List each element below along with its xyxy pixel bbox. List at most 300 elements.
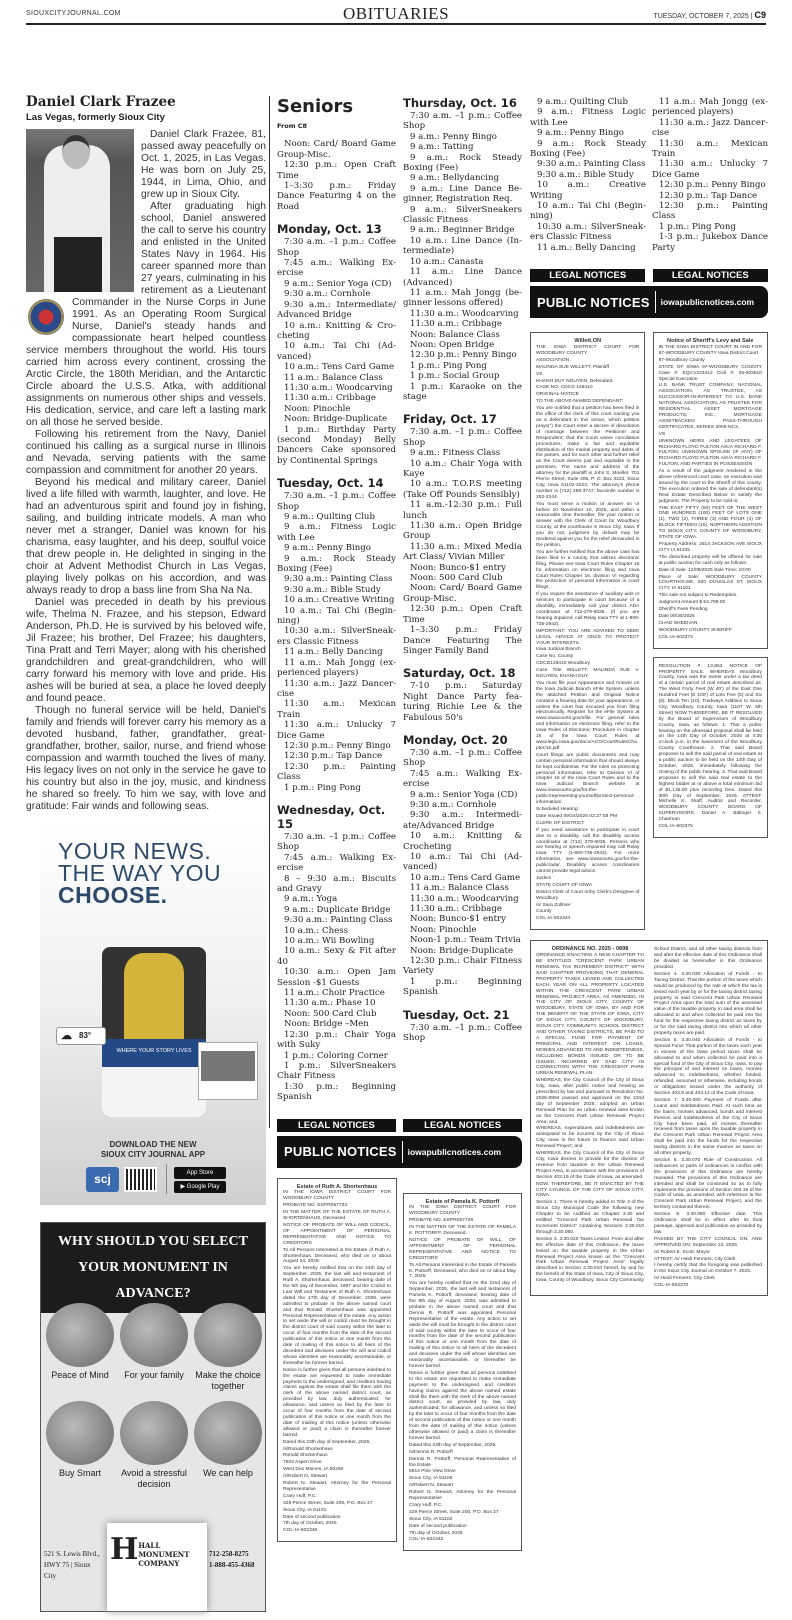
- schedule-item: 11 a.m.: Choir Practice: [284, 988, 385, 999]
- notice-paragraph: If you require the assistance of auxiliary aids or services to participate in court because of a disability, immediately call your district ADA coordinator at 712-279-6035. (If you are hearing impaired, call Relay Iowa TTY at 1-800-735-2942).: [536, 592, 640, 627]
- schedule-item: 10 a.m.: Wii Bowling: [284, 936, 375, 947]
- schedule-item: 9 a.m.: Rock Steady Boxing (Fee): [403, 152, 522, 174]
- notice-paragraph: MALINDA SUE WILLETT, Plaintiff: [536, 364, 610, 370]
- schedule-item: 9:30 a.m.: Cornhole: [410, 799, 497, 810]
- obituary-paragraph: Though no funeral service will be held, Daniel's family and friends will forever carry his memory as a devoted husband, father, grandfather, great-grandfather, brother, sailor, nurse, and friend whose compassion and warmth touched the lives of many. His legacy lives on not only in the service he gave to his country but also in the joy, music, and kindness he shared so freely. To him we say, with love and gratitude: Fair winds and following seas.: [26, 705, 266, 812]
- public-notices-banner: PUBLIC NOTICES iowapublicnotices.com: [530, 286, 768, 318]
- notice-paragraph: Judgment Amount $ 54,799.00: [658, 600, 726, 606]
- schedule-item: Noon: Bridge-Duplicate: [410, 945, 514, 956]
- seniors-title: Seniors: [277, 96, 354, 117]
- notice-paragraph: Scheduled Hearing:: [536, 806, 579, 812]
- legal-notice-ordinance: [530, 940, 768, 1296]
- schedule-item: 1 p.m.: Coloring Corner: [284, 1050, 388, 1061]
- notice-paragraph: If you need assistance to participate in court due to a disability, call the disability access coordinator at (712) 279-6035. Persons who are hearing or speech impaired may call Relay Iowa TTY (1-800-735-2942). For more information, see www.iowacourts.gov/for-the-public/ada/. Disability access coordinators cannot provide legal advice.: [536, 827, 640, 875]
- notice-title: ORDINANCE NO. 2025 - 0898: [551, 946, 629, 953]
- seniors-column: [277, 96, 396, 1113]
- obituary-paragraph: Daniel was preceded in death by his previous wife, Thelma N. Frazee, and his stepson, Edward Anderson, Ph.D. He is survived by his beloved wife, Jil Frazee; his brother, Del Frazee; his daughters, Tina Pratt and Terri Mayer; along with his cherished grandchildren and great-grandchildren, who will carry forward his memory with love and pride. His ashes will be buried at sea, a place he loved deeply and found peace.: [26, 597, 266, 704]
- notice-paragraph: /s/ Robert E. Scott, Mayor: [654, 1249, 710, 1255]
- download-text: DOWNLOAD THE NEW SIOUX CITY JOURNAL APP: [100, 1140, 206, 1159]
- schedule-item: 9 a.m.: Fitness Class: [410, 448, 501, 459]
- scj-logo: scj: [86, 1167, 119, 1192]
- notice-paragraph: Date of Sale: 12/09/2025 Sale Time: 10:00: [658, 567, 751, 573]
- day-heading: Tuesday, Oct. 14: [277, 476, 384, 491]
- notice-paragraph: 7th day of October, 2025: [409, 1530, 463, 1536]
- notice-paragraph: You must serve a motion or answer on or before 20 November 10, 2025, and within a reasonable time thereafter, file your motion or answer with the Clerk of Court for Woodbury County, at the courthouse in Sioux City, Iowa. If you do not, judgment by default may be rendered against you for the relief demanded in the petition.: [536, 501, 640, 548]
- schedule-item: 9 a.m.: Quilting Club: [284, 512, 375, 522]
- column-divider: [269, 96, 270, 1128]
- notice-paragraph: Ronald Shortenhaus: [283, 1453, 328, 1459]
- notice-paragraph: Property Address: 2814 JACKSON AVE SIOUX CITY IA 51105: [658, 542, 762, 553]
- notice-paragraph: NOTICE OF PROBATE OF WILL AND CODICIL, OF APPOINTMENT OF PERSONAL REPRESENTATIVE AND NOTICE TO CREDITORS: [283, 1222, 391, 1246]
- notice-title: Estate of Pamela K. Pottorff: [425, 1198, 500, 1205]
- schedule-item: 9:30 a.m.: Bible Study: [537, 169, 634, 180]
- notice-title: Estate of Ruth A. Shortenhaus: [296, 1183, 378, 1190]
- obituary-paragraph: Beyond his medical and military career, Daniel lived a life filled with warmth, laughter, and love. He had an adventurous spirit and found joy in fishing, sailing, and building intricate models. A man who never met a stranger, Daniel was known for his charisma, easy laughter, and his deep, soulful voice that drew people in. He delighted in singing in the choir at Advent Methodist Church in Las Vegas, playing lively polkas on his accordion, and was always ready to drop a bass line from Sha Na Na.: [26, 477, 266, 596]
- schedule-item: 7:45 a.m.: Walking Exercise: [277, 258, 396, 279]
- schedule-item: 10 a.m.: Tai Chi (Beginning): [530, 201, 646, 222]
- schedule-item: 11:30 a.m.: Cribbage: [410, 904, 503, 915]
- notice-paragraph: IN THE IOWA DISTRICT COURT FOR WOODBURY COUNTY: [409, 1205, 516, 1217]
- schedule-item: 11 a.m.: Mah Jongg (experienced players): [652, 97, 768, 118]
- header-rule: [26, 23, 766, 25]
- day-heading: Saturday, Oct. 18: [403, 666, 516, 681]
- schedule-item: Noon: Open Bridge: [410, 339, 495, 350]
- couple-image: [120, 1401, 188, 1465]
- legal-notice-estate-shortenhaus: [277, 1178, 397, 1543]
- reason-caption: We can help: [203, 1468, 253, 1478]
- schedule-day: [652, 97, 768, 253]
- notice-paragraph: WOODBURY COUNTY SHERIFF: [658, 627, 732, 633]
- notice-paragraph: You are hereby notified that on the 22nd day of September, 2025, the last will and testament of Pamela K. Pottorff, deceased, bearing date of the 6th day of August, 2020, was admitted to probate in the above named court and that Dennis R. Pottorff was appointed Personal Representative of the estate. Any action to set aside the will must be brought in the district court of said county within the later to occur of four months from the date of the second publication of this notice or one month from the date of mailing of this notice to all heirs of the decedent and devisees under the will whose identities are reasonably ascertainable, or thereafter be forever barred.: [409, 1281, 516, 1369]
- notice-paragraph: Date Issued 09/24/2025 02:27:58 PM: [536, 813, 618, 819]
- app-advertisement[interactable]: [40, 822, 266, 1205]
- schedule-item: 9 a.m.: Rock Steady Boxing (Fee): [530, 138, 646, 160]
- legal-notices-label: LEGAL NOTICES: [653, 269, 768, 282]
- notice-paragraph: ATTEST: /s/ Heidi Fenners, City Clerk: [654, 1256, 736, 1262]
- schedule-item: 12:30 p.m.: Tap Dance: [659, 190, 758, 201]
- notice-paragraph: ASSOCIATION: [536, 357, 570, 363]
- schedule-item: 1 p.m.: SilverSneakers Chair Fitness: [277, 1060, 396, 1082]
- notice-paragraph: WHEREAS, expenditures and indebtedness are anticipated to be incurred by the City of Sioux City, Iowa in the future to finance said Urban Renewal Project; and: [536, 1126, 644, 1150]
- schedule-item: 11 a.m.: Belly Dancing: [284, 647, 383, 658]
- schedule-item: 9:30 a.m.: Painting Class: [284, 574, 393, 585]
- schedule-item: 10 a.m.: Canasta: [410, 256, 484, 267]
- notice-paragraph: Crary Huff, P.C.: [409, 1502, 443, 1508]
- ad-headline: YOUR NEWS. THE WAY YOU CHOOSE.: [58, 838, 222, 908]
- notice-paragraph: IN THE IOWA DISTRICT COURT IN AND FOR 97-WOODBURY COUNTY Iowa District Court: [658, 345, 762, 356]
- legal-notice-sheriff-sale: [653, 332, 768, 649]
- site-url[interactable]: SIOUXCITYJOURNAL.COM: [26, 10, 121, 17]
- notice-paragraph: 5814 Pine View Drive: [409, 1469, 456, 1475]
- schedule-item: 11:30 a.m.: Cribbage: [284, 393, 377, 404]
- notice-title: Notice of Sheriff's Levy and Sale: [667, 338, 754, 345]
- notice-paragraph: Date 09/30/2025: [658, 613, 695, 619]
- notice-paragraph: To All Persons Interested in the Estate of Ruth A. Shortenhaus, Deceased, who died on or about August 24, 2025:: [283, 1247, 391, 1265]
- notice-paragraph: PROBATE NO. ESPR057728: [409, 1218, 474, 1224]
- reason-caption: Buy Smart: [58, 1468, 101, 1478]
- schedule-item: 7:30 a.m. –1 p.m.: Coffee Shop: [403, 111, 522, 132]
- obituary-paragraph: After graduating high school, Daniel answered the call to serve his country and enlisted in the United States Navy in 1964. His career spanned more than 27 years, culminating in his retirement as a Lieutenant Commander in the Nurse Corps in June 1991. As an Operating Room Surgical Nurse, Daniel's steady hands and compassionate heart helped countless service members throughout the world. His tours carried him across every continent, crossing the Arctic Circle, the 180th Meridian, and the Antarctic Circle aboard the U.S.S. Atka, with additional assignments on numerous other ships and vessels. His dedication, service, and care left a lasting mark on all those he served beside.: [26, 201, 266, 428]
- schedule-item: 1 p.m.: Ping Pong: [284, 782, 361, 793]
- day-heading: Thursday, Oct. 16: [403, 96, 517, 110]
- notice-paragraph: CDCD128410 Woodbury: [536, 661, 591, 667]
- notice-paragraph: NOTICE OF PROBATE OF WILL, OF APPOINTMENT OF PERSONAL REPRESENTATIVE AND NOTICE TO CREDITORS: [409, 1237, 516, 1261]
- schedule-day: [403, 412, 522, 656]
- hall-monument-logo: H HALL MONUMENT COMPANY: [107, 1523, 207, 1611]
- monument-advertisement[interactable]: [40, 1222, 266, 1612]
- schedule-item: Noon: 500 Card Club: [410, 573, 503, 584]
- notice-paragraph: PROBATE NO. ESPR057733: [283, 1203, 348, 1209]
- schedule-item: 9:30 a.m.: Intermediate/Advanced Bridge: [403, 810, 522, 831]
- legal-notice-willett: [530, 332, 645, 930]
- public-notices-link[interactable]: iowapublicnotices.com: [660, 297, 755, 308]
- qr-code[interactable]: [124, 1167, 157, 1192]
- notice-paragraph: Section 3. 3.30.020 Taxes Levied. From and after the effective date of this Ordinance, the taxes levied on the taxable property in the Urban Renewal Project Area known as the "Crescent Park Urban Renewal Project Area" legally described in Section 3.30.010 hereof, by and for the benefit of the State of Iowa, City of Sioux City, Iowa, County of Woodbury, Sioux City Community School District, and all other taxing districts from and after the effective date of this Ordinance shall be divided as hereinafter in this Ordinance provided.: [536, 947, 762, 1284]
- notice-paragraph: COL-IA-502375: [658, 824, 693, 830]
- schedule-item: 11:30 a.m.: Mixed Media Art Class/ Vivian Miller: [403, 541, 522, 563]
- right-section: [530, 97, 768, 1296]
- schedule-item: 11 a.m.: Balance Class: [410, 883, 509, 894]
- notice-paragraph: Sioux City, IA 51102: [409, 1516, 453, 1522]
- obituary-paragraph: Daniel Clark Frazee, 81, passed away peacefully on Oct. 1, 2025, in Las Vegas. He was born on July 25, 1944, in Lima, Ohio, and grew up in Sioux City.: [141, 129, 266, 200]
- notice-paragraph: Case No. County: [536, 654, 574, 660]
- phone-mockup: [102, 947, 206, 1117]
- obituary-photo: [26, 129, 134, 292]
- day-heading: Wednesday, Oct. 15: [277, 802, 386, 831]
- schedule-item: 1–3:30 p.m.: Friday Dance Featuring 4 on the Road: [277, 181, 396, 212]
- schedule-item: 7:30 a.m. –1 p.m.: Coffee Shop: [403, 1022, 522, 1044]
- schedule-item: 12:30 p.m.: Open Craft Time: [277, 160, 396, 181]
- schedule-item: 12:30 p.m.: Painting Class: [652, 201, 768, 222]
- page-number: C9: [754, 10, 766, 20]
- notice-paragraph: You are hereby notified that on the 24th day of September, 2025, the last will and testament of Ruth A. Shortenhaus, deceased, bearing date of the 5th day of December, 1997 and the Codicil to Last Will and Testament of Ruth A. Shortenhaus dated the 17th day of December, 2008, were admitted to probate in the above named court and that Ronald Shortenhaus was appointed Personal Representative of the estate. Any action to set aside the will or codicil must be brought in the district court of said county within the later to occur of four months from the date of the second publication of this notice or one month from the date of mailing of this notice to all heirs of the decedent and devisees under the will and codicil whose identities are reasonably ascertainable, or thereafter be forever barred.: [283, 1266, 391, 1366]
- notice-paragraph: IN THE MATTER OF THE ESTATE OF PAMELA K. POTTORFF, Deceased.: [409, 1225, 516, 1237]
- schedule-item: 10 a.m.: Tens Card Game: [284, 362, 395, 373]
- day-heading: Tuesday, Oct. 21: [403, 1007, 510, 1022]
- schedule-day: [403, 733, 522, 998]
- schedule-item: 11 a.m.: Line Dance (Advanced): [403, 267, 522, 288]
- schedule-item: 8 – 9:30 a.m.: Biscuits and Gravy: [277, 873, 396, 894]
- schedule-day: [277, 222, 396, 466]
- schedule-item: 9 a.m.: Rock Steady Boxing (Fee): [277, 553, 396, 575]
- schedule-item: 9:30 a.m.: Bible Study: [284, 584, 381, 595]
- notice-paragraph: Sioux City, IA 51101: [283, 1507, 327, 1513]
- notice-paragraph: 329 Pierce Street, Suite 200, P.O. Box 27: [283, 1500, 373, 1506]
- day-heading: Monday, Oct. 13: [277, 222, 382, 237]
- notice-paragraph: West Des Moines, IA 50266: [283, 1467, 344, 1473]
- schedule-item: 9 a.m.: Quilting Club: [537, 97, 628, 107]
- notice-paragraph: You are further notified that the above case has been filed in a county that utilizes electronic filing. Please see Iowa Court Rules Chapter 16 for information on electronic filing and Iowa Court Rules Chapter 16, division VI regarding the protection of personal information in court filings.: [536, 549, 640, 591]
- schedule-item: Noon: 500 Card Club: [284, 1008, 377, 1019]
- notice-paragraph: CASE NO. CDCD 128410: [536, 385, 593, 391]
- notice-paragraph: ORDINANCE ENACTING A NEW CHAPTER TO BE ENTITLED "CRESCENT PARK URBAN RENEWAL TAX INCREMENT DISTRICT" WITH SAID CHAPTER PROVIDING THAT GENERAL PROPERTY TAXES LEVIED AND COLLECTED EACH YEAR ON ALL PROPERTY LOCATED WITHIN THE CRESCENT PARK URBAN RENEWAL PROJECT AREA, AS AMENDED, IN THE CITY OF SIOUX CITY, COUNTY OF WOODBURY, STATE OF IOWA, BY AND FOR THE BENEFIT OF THE STATE OF IOWA, CITY OF SIOUX CITY, COUNTY OF WOODBURY, SIOUX CITY COMMUNITY SCHOOL DISTRICT AND OTHER TAXING DISTRICTS, BE PAID TO A SPECIAL FUND FOR PAYMENT OF PRINCIPAL AND INTEREST ON LOANS, MONIES ADVANCED TO AND INDEBTEDNESS, INCLUDING BONDS ISSUED OR TO BE ISSUED, INCURRED BY SAID CITY IN CONNECTION WITH THE CRESCENT PARK URBAN RENEWAL PLAN.: [536, 953, 644, 1077]
- schedule-item: 1 p.m.: Social Group: [410, 371, 500, 382]
- notice-paragraph: To All Persons Interested in the Estate of Pamela K. Pottorff, Deceased, who died on or about May 7, 2025:: [409, 1262, 516, 1280]
- app-store-button[interactable]: App Store: [174, 1167, 226, 1179]
- schedule-item: 12:30 p.m.: Tap Dance: [284, 751, 383, 762]
- notice-paragraph: Sheriff's Fees Pending: [658, 607, 708, 613]
- notice-paragraph: Robert N. Stewart, Attorney for the Personal Representative: [283, 1481, 391, 1492]
- schedule-item: 11:30 a.m.: Cribbage: [410, 319, 503, 330]
- notice-paragraph: Section 1. There is hereby added to Title 3 of the Sioux City Municipal Code the following new Chapter to be codified as Chapter 3.30 and entitled "Crescent Park Urban Renewal Tax Increment District" containing Sections 3.30.010 through 3.30.080.: [536, 1200, 644, 1235]
- schedule-day: [403, 96, 522, 402]
- notice-paragraph: You must file your Appearance and Answer on the Iowa Judicial Branch eFile System, unless the attached Petition and Original Notice contains a hearing date for your appearance, or unless the court has excused you from filing electronically. Register for the eFile System at www.iowacourts.gov/efile. For general rules and information on electronic filing, refer to the Iowa Rules of Electronic Procedure in chapter 16 of the Iowa Court Rules at www.legis.iowa.gov/docs/ACO/CourtRulesChapter/16.pdf.: [536, 680, 640, 751]
- schedule-item: 10 a.m.: Chess: [284, 925, 349, 936]
- notice-paragraph: PASSED BY THE CITY COUNCIL ON, AND APPROVED ON: September 22, 2025: [654, 1236, 762, 1248]
- schedule-item: 12:30 p.m.: Penny Bingo: [284, 740, 391, 751]
- notice-paragraph: CLERK OF DISTRICT: [536, 820, 585, 826]
- notice-paragraph: 97-Woodbury County: [658, 357, 705, 363]
- day-heading: Friday, Oct. 17: [403, 412, 497, 427]
- money-image: [46, 1401, 114, 1465]
- schedule-item: 11:30 a.m.: Phase 10: [284, 998, 376, 1009]
- schedule-day: [403, 666, 522, 723]
- notice-paragraph: Section 9. 3.30.080 Effective date. This Ordinance shall be in effect after its final passage, approval and publication as provided by law.: [654, 1212, 762, 1235]
- notice-paragraph: VS.: [536, 371, 544, 377]
- schedule-item: 11 a.m.: Mah Jongg (experienced players): [277, 657, 396, 679]
- notice-paragraph: CHAD SHEEHAN: [658, 620, 698, 626]
- schedule-item: 9 a.m.: Beginner Bridge: [410, 225, 515, 236]
- legal-notices-label: LEGAL NOTICES: [530, 269, 645, 282]
- divider: [166, 1164, 167, 1194]
- weather-widget: [56, 1027, 106, 1045]
- schedule-item: 9 a.m.: SilverSneakers Classic Fitness: [403, 204, 522, 226]
- schedule-item: Noon: Card/ Board Game Group-Misc.: [403, 583, 522, 604]
- schedule-item: Noon-1 p.m.: Team Trivia: [410, 935, 521, 946]
- schedule-item: 11:30 a.m.: Unlucky 7 Dice Game: [652, 159, 768, 180]
- schedule-item: 10 a.m.: Chair Yoga with Kaye: [403, 458, 522, 479]
- notice-paragraph: 7803 Aspen Drive: [283, 1460, 322, 1466]
- schedule-day: [530, 97, 646, 253]
- notice-paragraph: COL-IA-502342: [409, 1537, 444, 1543]
- schedule-item: 10 a.m.: Creative Writing: [284, 595, 395, 606]
- notice-paragraph: Place of Sale: WOODBURY COUNTY COURTHOUSE, 620 DOUGLAS ST, SIOUX CITY, IA 51101: [658, 574, 762, 592]
- schedule-item: 10 a.m.: Line Dance (Intermediate): [403, 235, 522, 257]
- schedule-item: 7:45 a.m.: Walking Exercise: [277, 852, 396, 874]
- obituary-body: [26, 129, 266, 813]
- notice-paragraph: 7th day of October, 2025: [283, 1521, 337, 1527]
- schedule-item: Noon: Card/ Board Game Group-Misc.: [277, 139, 396, 160]
- notice-paragraph: KHANH DUY NGUYEN, Defendant.: [536, 378, 614, 384]
- schedule-item: 7:30 a.m. –1 p.m.: Coffee Shop: [403, 747, 522, 769]
- schedule-item: 11:30 a.m.: Unlucky 7 Dice Game: [277, 720, 396, 741]
- schedule-item: Noon: Balance Class: [410, 329, 500, 340]
- monument-headline: WHY SHOULD YOU SELECT YOUR MONUMENT IN ADVANCE?: [41, 1223, 265, 1313]
- schedule-item: 9:30 a.m.: Intermediate/ Advanced Bridge: [277, 299, 396, 321]
- notice-paragraph: /s/Dennis R. Pottorff: [409, 1449, 453, 1455]
- schedule-item: 11:30 a.m.: Open Bridge Group: [403, 521, 522, 542]
- notice-paragraph: WHEREAS, the City Council of the City of Sioux City, Iowa desires to provide for the division of revenue from taxation in the Urban Renewal Project Area, in accordance with the provisions of Section 403.19 of the Code of Iowa, as amended.: [536, 1151, 644, 1180]
- app-banner: WHERE YOUR STORY LIVES: [102, 1039, 206, 1067]
- schedule-item: 10 a.m.: Tai Chi (Beginning): [277, 605, 396, 627]
- cloud-sun-icon: ☁: [61, 1030, 72, 1042]
- notice-paragraph: Section 7. 3.30.060 Payment of Funds after Loans and Indebtedness Paid. At such time as the loans, monies advanced, bonds and interest thereon and indebtedness of the City of Sioux City have been paid, all monies thereafter received from taxes upon the taxable property in the Crescent Park Urban Renewal Project Area shall be paid into the funds for the respective taxing districts in the same manner as taxes on all other property.: [654, 1097, 762, 1157]
- middle-section: [277, 96, 522, 1551]
- notice-paragraph: STATE OF IOWA 97-WOODBURY COUNTY Case #: EQCV223412 Civil #: 25-003510 Special Execution: [658, 364, 762, 382]
- obituary-name: Daniel Clark Frazee: [26, 94, 176, 110]
- schedule-item: 7:30 a.m. –1 p.m.: Coffee Shop: [403, 427, 522, 448]
- schedule-item: 9:30 a.m.: Painting Class: [284, 915, 393, 926]
- schedule-item: 7:45 a.m.: Walking Exercise: [403, 768, 522, 790]
- schedule-item: 11:30 a.m.: Jazz Dancercise: [277, 678, 396, 699]
- schedule-item: 7-10 p.m.: Saturday Night Dance Party featuring Richie Lee & the Fabulous 50's: [403, 681, 522, 723]
- notice-paragraph: Date of second publication: [283, 1514, 341, 1520]
- day-heading: Monday, Oct. 20: [403, 732, 508, 747]
- public-notices-link[interactable]: iowapublicnotices.com: [407, 1146, 502, 1157]
- notice-paragraph: 329 Pierce Street, Suite 200, P.O. Box 27: [409, 1509, 499, 1515]
- notice-paragraph: Dated this 24th day of September, 2025.: [409, 1442, 497, 1448]
- schedule-item: Noon: Bunco-$1 entry: [410, 914, 507, 925]
- notice-paragraph: Crary Huff, P.C.: [283, 1493, 317, 1499]
- notice-paragraph: COL-IA-502344: [536, 916, 571, 922]
- schedule-item: 9:30 a.m.: Painting Class: [537, 159, 646, 170]
- reason-caption: Peace of Mind: [51, 1370, 109, 1380]
- notice-paragraph: District Clerk of Court or/by Clerk's Designee of Woodbury: [536, 889, 640, 901]
- notice-paragraph: COL-IA-502345: [283, 1528, 318, 1534]
- notice-paragraph: You are notified that a petition has been filed in the office of the clerk of this court naming you as a defendant in this action, which petition prays(") the Court enter a decree of dissolution of marriage between the Petitioner and Respondent; that the Court waive conciliation procedures, make a fair and equitable distribution of the marital property and debts of the parties, and for such other and further relief as the Court deems just and equitable in the premises. The name and address of the attorney for the plaintiff is John S. Moeller, 701 Pierce Street, Suite 205, P. O. Box 3223, Sioux City, Iowa 51102-3223. The attorney's phone number is (712) 258-3747; facsimile number is 252-2244.: [536, 406, 640, 500]
- notice-paragraph: NOW, THEREFORE, BE IT ENACTED BY THE CITY COUNCIL OF THE CITY OF SIOUX CITY, IOWA:: [536, 1181, 644, 1199]
- schedule-item: 11 a.m.: Mah Jongg (beginner lessons offered): [403, 287, 522, 309]
- schedule-item: 9 a.m.: Fitness Logic with Lee: [530, 107, 646, 128]
- notice-paragraph: Section 8. 3.30.070 Rule of Construction. All ordinances or parts of ordinances in conflict with the provisions of this Ordinance are hereby repealed. The provisions of this Ordinance are intended and shall be construed so as to fully implement the provisions of Section 403.19 of the Code of Iowa, as amended, with reference to the Crescent Park Urban Renewal Project, and the territory contained therein.: [654, 1158, 762, 1211]
- schedule-item: 11:30 a.m.: Woodcarving: [410, 308, 519, 319]
- schedule-item: Noon: Bridge-Duplicate: [284, 414, 388, 425]
- schedule-item: 10 a.m.: Sexy & Fit after 40: [277, 946, 396, 967]
- schedule-item: 12:30 p.m.: Painting Class: [277, 761, 396, 783]
- notice-paragraph: County: [536, 909, 552, 915]
- notice-paragraph: Section 5. 3.30.040 Allocation of Funds - to Special Fund. That portion of the taxes each year in excess of the base period taxes shall be allocated to and when collected be paid into a special fund of the City of Sioux City, Iowa, to pay the principal of and interest on loans, monies advanced to, indebtedness, whether funded, refunded, assumed or otherwise, including bonds or obligations issued under the authority of Section 403.9 and 403.12 of the Code of Iowa.: [654, 1037, 762, 1097]
- reason-caption: For your family: [124, 1370, 184, 1380]
- notice-paragraph: WHEREAS, the City Council of the City of Sioux City, Iowa, after public notice and hearing as prescribed by law and pursuant to Resolution No. 2025-0894 passed and approved on the 22nd day of September 2025, adopted an Urban Renewal Plan for an urban renewal area known as the Crescent Park Urban Renewal Project Area; and: [536, 1078, 644, 1125]
- schedule-item: 9 a.m.: Duplicate Bridge: [284, 904, 391, 915]
- schedule-item: 11:30 a.m.: Woodcarving: [284, 382, 393, 393]
- obituary-paragraph: Following his retirement from the Navy, Daniel continued his calling as a surgical nurse in Illinois and Nevada, serving patients with the same compassion and commitment for another 20 years.: [26, 429, 266, 476]
- issue-date: TUESDAY, OCTOBER 7, 2025: [653, 13, 749, 20]
- google-play-button[interactable]: ▶ Google Play: [174, 1181, 226, 1193]
- monument-phones: 712-258-8275 1-888-455-4368: [209, 1550, 255, 1569]
- legal-notice-estate-pottorff: [403, 1193, 522, 1552]
- notice-paragraph: This sale not subject to Redemption.: [658, 593, 738, 599]
- schedule-item: 12:30 p.m.: Chair Yoga with Suky: [277, 1029, 396, 1051]
- notice-paragraph: Date of second publication: [409, 1523, 467, 1529]
- schedule-item: 10 a.m.: Creative Writing: [530, 180, 646, 201]
- reason-caption: Avoid a stressful decision: [121, 1468, 187, 1489]
- legal-notice-resolution: [653, 657, 768, 838]
- schedule-item: 9:30 a.m.: Cornhole: [284, 289, 371, 300]
- schedule-item: 10:30 a.m.: Open Jam Session -$1 Guests: [277, 967, 396, 988]
- section-title: OBITUARIES: [342, 4, 450, 23]
- schedule-item: 10 a.m.: T.O.P.S meeting (Take Off Pounds Sensibly): [403, 479, 522, 500]
- schedule-item: 1 p.m.: Ping Pong: [659, 221, 736, 232]
- schedule-item: Noon: Bunco-$1 entry: [410, 562, 507, 573]
- schedule-item: 7:30 a.m. –1 p.m.: Coffee Shop: [277, 491, 396, 512]
- notice-paragraph: U.S. BANK TRUST COMPANY, NATIONAL ASSOCIATION, AS TRUSTEE, AS SUCCESSOR-IN-INTEREST TO U.S. BANK NATIONAL ASSOCIATION, AS TRUSTEE FOR RESIDENTIAL ASSET MORTGAGE PRODUCTS, INC., MORTGAGE ASSETBACKED PASS-THROUGH CERTIFICATES, SERIES 2006-NC3,: [658, 383, 762, 430]
- schedule-item: 9 a.m.: Yoga: [284, 894, 338, 905]
- schedule-item: 10 a.m.: Knitting & Crocheting: [403, 831, 522, 852]
- notice-paragraph: /s/Robert N. Stewart: [409, 1483, 454, 1489]
- schedule-item: 1-3 p.m.: Jukebox Dance Party: [652, 232, 768, 253]
- notice-paragraph: COL-IA-502370: [654, 1283, 689, 1289]
- clock-image: [46, 1303, 114, 1367]
- notice-paragraph: Court filings are public documents and may contain personal information that should always be kept confidential. For the rules on protecting personal information, refer to Division VI of chapter 16 of the Iowa Court Rules and to the Iowa Judicial Branch website at www.iowacourts.gov/for-the-public/representing-yourself/protect-personal-information/.: [536, 752, 640, 806]
- notice-paragraph: /s/ Heidi Fenners, City Clerk: [654, 1276, 715, 1282]
- legal-notices-label: LEGAL NOTICES: [403, 1119, 522, 1132]
- notice-paragraph: Justice: [536, 875, 552, 881]
- continued-from: From C8: [277, 122, 308, 130]
- schedule-item: 11 a.m.: Balance Class: [284, 372, 383, 383]
- schedule-day: [277, 139, 396, 212]
- schedule-item: 1 p.m.: Beginning Spanish: [403, 976, 522, 998]
- notice-paragraph: /s/Robert N. Stewart: [283, 1474, 328, 1480]
- schedule-day: [403, 1008, 522, 1044]
- notice-paragraph: RESOLUTION # 13,853 NOTICE OF PROPERTY SALE. WHEREAS Woodbury County, Iowa was the owner under a tax deed of a certain parcel of real estate described as: The West Forty Feet (W 40') of the East One Hundred Feet (E 100') of Lots Five (5) and Six (6), Block Ten (10), Tredways Addition to Sioux City, Woodbury County, Iowa (1107 W. 5th Street) NOW THEREFORE, BE IT RESOLVED by the Board of Supervisors of Woodbury County, Iowa, as follows: 1. That a public hearing on the aforesaid proposal shall be held on the 14th Day of October, 2025 at 4:35 o'clock p.m. in the basement of the Woodbury County Courthouse. 2. That said Board proposes to sell the said parcel of real estate at a public auction to be held on the 14th Day of October, 2025, immediately following the closing of the public hearing. 3. That said Board proposes to sell the said real estate to the highest bidder at or above a total minimum bid of $1,135.00 plus recording fees. Dated this 30th Day of September, 2025. ATTEST: Michelle K. Skaff, Auditor and Recorder, WOODBURY COUNTY BOARD OF SUPERVISORS, Daniel A. Bittinger II, Chairman: [658, 663, 762, 823]
- navy-seal-icon: [28, 299, 64, 335]
- notice-paragraph: Sioux City, IA 51106: [409, 1476, 453, 1482]
- schedule-item: 10 a.m.: Tai Chi (Advanced): [277, 341, 396, 362]
- notice-paragraph: /s/Ronald Shortenhaus: [283, 1446, 333, 1452]
- notice-paragraph: TO THE ABOVE-NAMED DEFENDANT:: [536, 399, 624, 405]
- notice-paragraph: Dennis R. Pottorff, Personal Representative of the Estate: [409, 1456, 516, 1468]
- notice-paragraph: Robert N. Stewart, Attorney for the Personal Representative: [409, 1490, 516, 1502]
- obituary-location: Las Vegas, formerly Sioux City: [26, 112, 165, 123]
- schedule-item: 11:30 a.m.: Woodcarving: [410, 893, 519, 904]
- schedule-item: 9 a.m.: Senior Yoga (CD): [410, 789, 518, 800]
- seniors-column: [530, 97, 646, 263]
- schedule-item: 9 a.m.: Penny Bingo: [284, 543, 371, 554]
- notice-paragraph: Notice is further given that all persons indebted to the estate are requested to make immediate payment to the undersigned, and creditors having claims against the estate shall file them with the clerk of the above named district court, as provided by law, duly authenticated, for allowance, and unless so filed by the later to occur of four months from the date of second publication of this notice or one month from the date of mailing of this notice (unless otherwise allowed or paid) a claim is thereafter forever barred.: [283, 1367, 391, 1438]
- notice-paragraph: IMPORTANT: YOU ARE ADVISED TO SEEK LEGAL ADVICE AT ONCE TO PROTECT YOUR INTERESTS.: [536, 628, 640, 646]
- legal-notices-label: LEGAL NOTICES: [277, 1119, 396, 1132]
- newspaper-thumbnail: [198, 1042, 258, 1100]
- hands-image: [194, 1303, 262, 1367]
- issue-date-page: TUESDAY, OCTOBER 7, 2025 | C9: [653, 10, 766, 20]
- schedule-item: 12:30 p.m.: Penny Bingo: [659, 180, 766, 191]
- notice-paragraph: UNKNOWN HEIRS AND LEGATEES OF RICHARD FLOYD FULTON A/K/A RICHARD F. FULTON; UNKNOWN SPOUSE (IF ANY) OF RICHARD FLOYD FULTON A/K/A RICHARD F. FULTON; AND PARTIES IN POSSESSION: [658, 438, 762, 468]
- schedule-item: 10 a.m.: Tai Chi (Advanced): [403, 852, 522, 873]
- obituary: [26, 94, 266, 813]
- schedule-item: 9 a.m.: Fitness Logic with Lee: [277, 522, 396, 543]
- seniors-column: [403, 96, 522, 1054]
- schedule-item: 12:30 p.m.: Open Craft Time: [403, 604, 522, 625]
- schedule-day: [277, 803, 396, 1103]
- schedule-item: 12:30 p.m.: Chair Fitness Variety: [403, 956, 522, 977]
- reason-caption: Make the choice together: [195, 1370, 261, 1391]
- schedule-item: 11:30 a.m.: Jazz Dancercise: [652, 117, 768, 139]
- schedule-item: 1 p.m.: Ping Pong: [410, 360, 487, 371]
- legal-notice-stack: [653, 332, 768, 838]
- notice-paragraph: VS: [658, 431, 666, 437]
- schedule-item: 7:30 a.m. –1 p.m.: Coffee Shop: [277, 237, 396, 258]
- notice-paragraph: Iowa Judicial Branch: [536, 647, 581, 653]
- temperature: 83°: [79, 1031, 92, 1040]
- schedule-item: 9 a.m.: Line Dance Beginner, Registration Req.: [403, 183, 522, 205]
- monument-image: [194, 1401, 262, 1465]
- notice-paragraph: ORIGINAL NOTICE: [536, 392, 580, 398]
- notice-paragraph: Case Title WILLETT, MALINDA SUE V. NGUYEN, KHANH DUY: [536, 668, 640, 680]
- notice-paragraph: The described property will be offered for sale at public auction for cash only as follows:: [658, 554, 762, 566]
- notice-paragraph: I hereby certify that the foregoing was published in the Sioux City Journal on October 7, 2025.: [654, 1263, 762, 1275]
- family-image: [120, 1303, 188, 1367]
- schedule-item: 11:30 a.m.: Mexican Train: [652, 138, 768, 160]
- schedule-day: [277, 476, 396, 793]
- monument-address: 521 S. Lewis Blvd., HWY 75 | Sioux City: [44, 1550, 100, 1580]
- schedule-item: 11:30 a.m.: Mexican Train: [277, 699, 396, 720]
- notice-paragraph: THE EAST FIFTY (50) FEET OF THE WEST ONE HUNDRED (100) FEET OF LOTS ONE (1), TWO (2), THREE (3) AND FOUR (4) OF BLOCK FIFTEEN (15), NORTHERN ADDITION TO SIOUX CITY, COUNTY OF WOODBURY, STATE OF IOWA.: [658, 505, 762, 541]
- notice-paragraph: Notice is further given that all persons indebted to the estate are requested to make immediate payment to the undersigned, and creditors having claims against the above named estate shall file them with the clerk of the above named district court, as provided by law, duly authenticated, for allowance, and unless so filed by the later to occur of four months from the date of second publication of this notice or one month from the date of mailing of this notice (unless otherwise allowed or paid) a claim is thereafter forever barred.: [409, 1370, 516, 1441]
- schedule-item: Noon: Pinochle: [284, 403, 351, 414]
- schedule-item: 1:30 p.m.: Beginning Spanish: [277, 1081, 396, 1103]
- schedule-item: 10 a.m.: Tens Card Game: [410, 872, 521, 883]
